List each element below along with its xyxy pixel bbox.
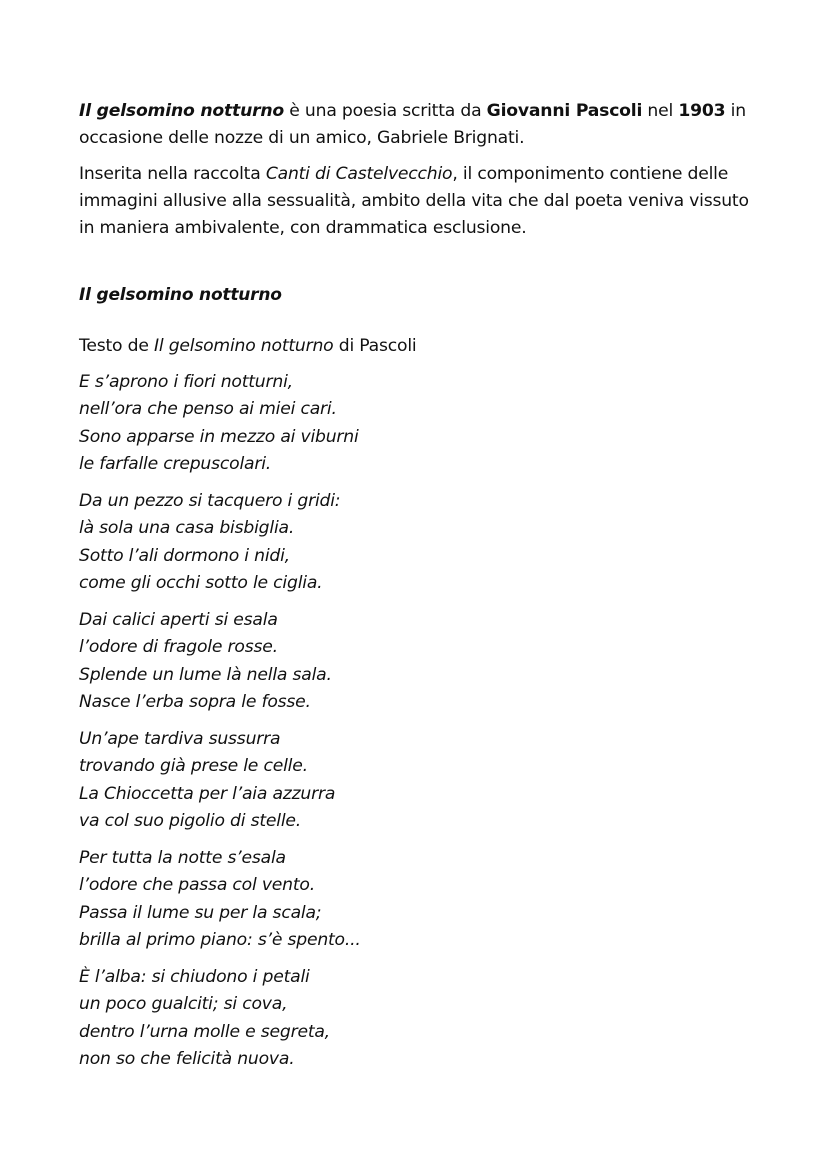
verse-line: brilla al primo piano: s’è spento...: [79, 929, 361, 950]
intro-text: è una poesia scritta da: [284, 101, 487, 121]
stanza-5: [79, 845, 361, 954]
year: 1903: [678, 101, 726, 121]
intro-text: Inserita nella raccolta: [79, 164, 266, 184]
poem-title-inline: Il gelsomino notturno: [79, 101, 285, 121]
verse-line: va col suo pigolio di stelle.: [79, 810, 302, 831]
verse-line: là sola una casa bisbiglia.: [79, 518, 295, 539]
stanza-3: [79, 607, 361, 716]
intro-paragraph-2: [79, 161, 769, 242]
verse-line: Sono apparse in mezzo ai viburni: [79, 426, 359, 447]
verse-line: Per tutta la notte s’esala: [79, 847, 286, 868]
verse-line: le farfalle crepuscolari.: [79, 453, 272, 474]
section-title: Il gelsomino notturno: [79, 285, 282, 305]
verse-line: La Chioccetta per l’aia azzurra: [79, 783, 336, 804]
stanza-6: [79, 964, 361, 1073]
verse-line: Nasce l’erba sopra le fosse.: [79, 691, 311, 712]
intro-section: [79, 98, 769, 242]
verse-line: l’odore di fragole rosse.: [79, 637, 278, 658]
stanza-1: [79, 369, 361, 478]
verse-line: Splende un lume là nella sala.: [79, 664, 332, 685]
verse-line: l’odore che passa col vento.: [79, 875, 315, 896]
stanza-2: [79, 488, 361, 597]
verse-line: come gli occhi sotto le ciglia.: [79, 572, 323, 593]
verse-line: un poco gualciti; si cova,: [79, 994, 288, 1015]
verse-line: Un’ape tardiva sussurra: [79, 728, 281, 749]
intro-paragraph-1: [79, 98, 769, 152]
verse-line: trovando già prese le celle.: [79, 756, 308, 777]
verse-line: Passa il lume su per la scala;: [79, 902, 322, 923]
intro-text: nel: [642, 101, 679, 121]
verse-line: Sotto l’ali dormono i nidi,: [79, 545, 290, 566]
verse-line: È l’alba: si chiudono i petali: [79, 966, 310, 987]
collection-name: Canti di Castelvecchio: [265, 164, 453, 184]
verse-line: E s’aprono i fiori notturni,: [79, 372, 293, 392]
stanza-4: [79, 726, 361, 835]
subtitle-text: di Pascoli: [333, 336, 417, 356]
verse-line: Dai calici aperti si esala: [79, 609, 278, 630]
intro-text: in occasione delle nozze di un amico, Gabriele Brignati.: [79, 101, 746, 148]
verse-line: dentro l’urna molle e segreta,: [79, 1021, 330, 1042]
verse-line: Da un pezzo si tacquero i gridi:: [79, 490, 341, 511]
poem-subtitle: [79, 336, 416, 356]
subtitle-text: Testo de: [79, 336, 154, 356]
poem-body: [79, 369, 361, 1073]
verse-line: non so che felicità nuova.: [79, 1048, 295, 1069]
verse-line: nell’ora che penso ai miei cari.: [79, 399, 337, 420]
subtitle-poem-title: Il gelsomino notturno: [153, 336, 334, 356]
intro-text: , il componimento contiene delle immagini allusive alla sessualità, ambito della vita che dal poeta veniva vissuto in maniera ambivalente, con drammatica esclusione.: [79, 164, 749, 238]
author-name: Giovanni Pascoli: [486, 101, 643, 121]
